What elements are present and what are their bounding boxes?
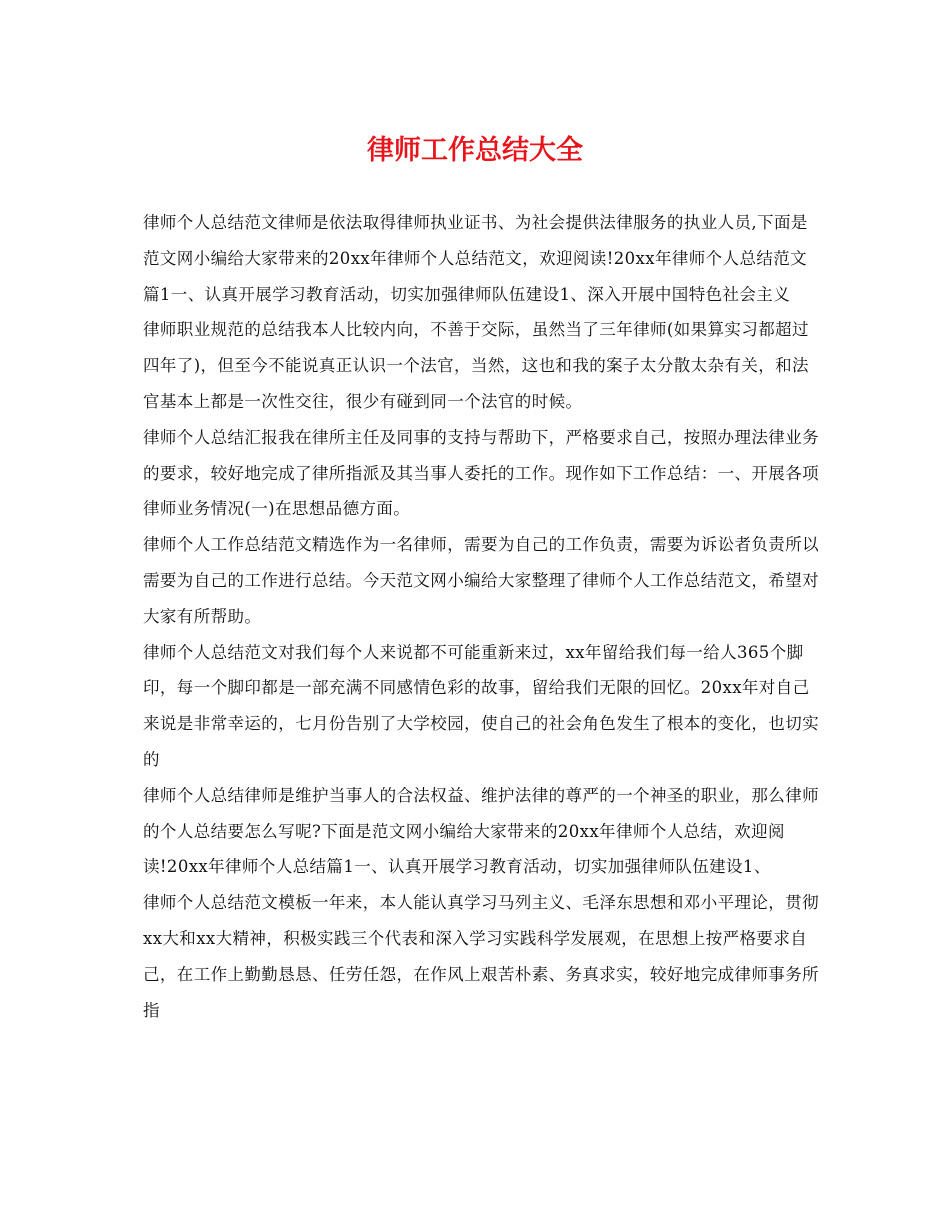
paragraph-1: 律师个人总结范文律师是依法取得律师执业证书、为社会提供法律服务的执业人员,下面是范文网小编给大家带来的20xx年律师个人总结范文，欢迎阅读!20xx年律师个人总结范文篇1一、认真开展学习教育活动，切实加强律师队伍建设1、深入开展中国特色社会主义 bbox=[143, 213, 808, 304]
paragraph-5: 律师个人总结范文对我们每个人来说都不可能重新来过，xx年留给我们每一给人365个脚印，每一个脚印都是一部充满不同感情色彩的故事，留给我们无限的回忆。20xx年对自己来说是非常幸运的，七月份告别了大学校园，使自己的社会角色发生了根本的变化，也切实的 bbox=[143, 642, 819, 769]
paragraph-3: 律师个人总结汇报我在律所主任及同事的支持与帮助下，严格要求自己，按照办理法律业务的要求，较好地完成了律所指派及其当事人委托的工作。现作如下工作总结：一、开展各项律师业务情况(一)在思想品德方面。 bbox=[143, 427, 819, 519]
paragraph-2: 律师职业规范的总结我本人比较内向，不善于交际，虽然当了三年律师(如果算实习都超过四年了)，但至今不能说真正认识一个法官，当然，这也和我的案子太分散太杂有关，和法官基本上都是一次性交往，很少有碰到同一个法官的时候。 bbox=[143, 320, 809, 411]
paragraph-4: 律师个人工作总结范文精选作为一名律师，需要为自己的工作负责，需要为诉讼者负责所以需要为自己的工作进行总结。今天范文网小编给大家整理了律师个人工作总结范文，希望对大家有所帮助。 bbox=[143, 535, 819, 626]
paragraph-7: 律师个人总结范文模板一年来，本人能认真学习马列主义、毛泽东思想和邓小平理论，贯彻xx大和xx大精神，积极实践三个代表和深入学习实践科学发展观，在思想上按严格要求自己，在工作上勤勤恳恳、任劳任怨，在作风上艰苦朴素、务真求实，较好地完成律师事务所指 bbox=[143, 893, 819, 1020]
paragraph-6: 律师个人总结律师是维护当事人的合法权益、维护法律的尊严的一个神圣的职业，那么律师的个人总结要怎么写呢?下面是范文网小编给大家带来的20xx年律师个人总结，欢迎阅读!20xx年律师个人总结篇1一、认真开展学习教育活动，切实加强律师队伍建设1、 bbox=[143, 785, 819, 877]
document-title: 律师工作总结大全 bbox=[367, 135, 583, 166]
document-body bbox=[143, 205, 823, 1028]
